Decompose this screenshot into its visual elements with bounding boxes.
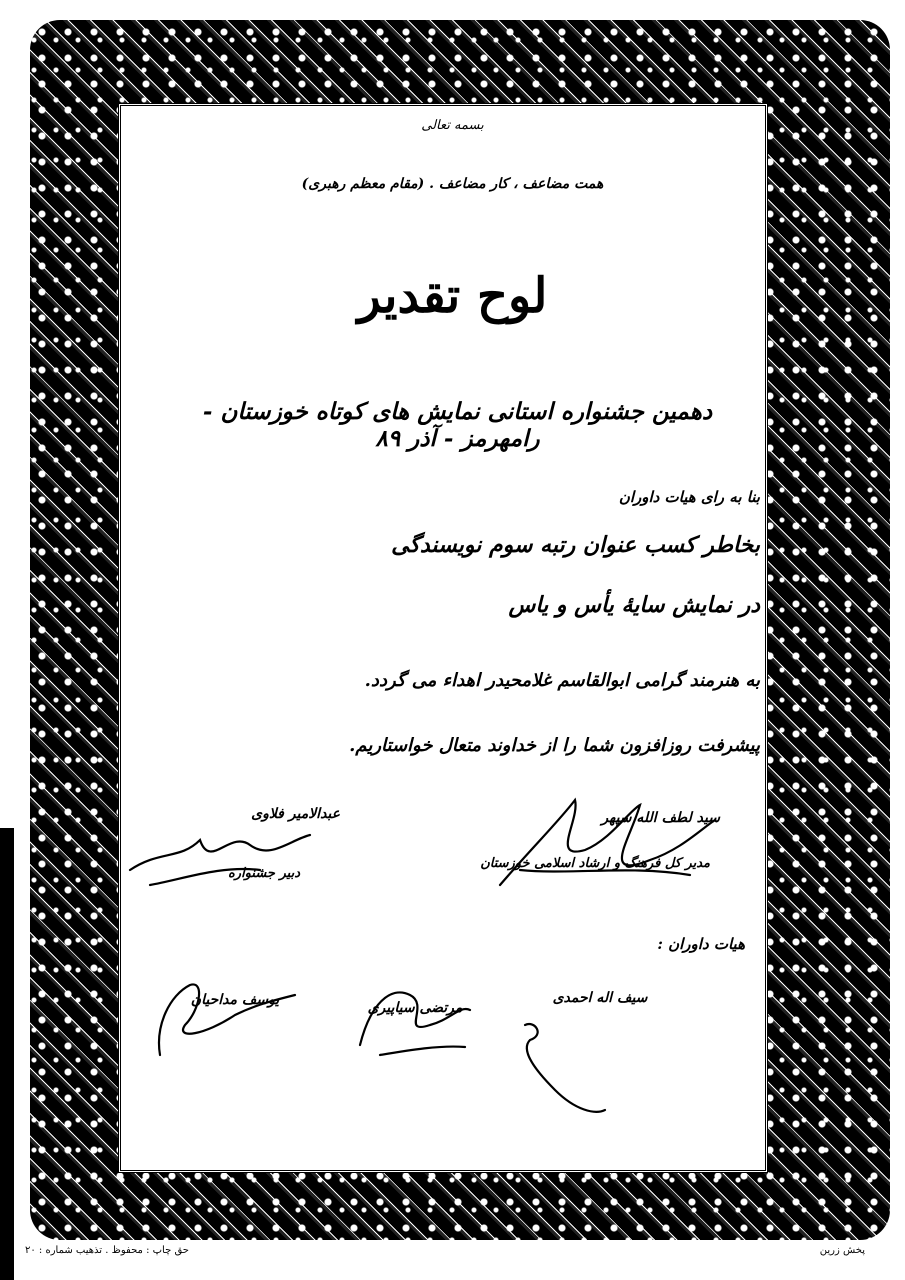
body-line-play: در نمایش سایهٔ یأس و یاس (508, 592, 760, 618)
secretary-signature (120, 810, 320, 900)
body-line-recipient: به هنرمند گرامی ابوالقاسم غلامحیدر اهداء می گردد. (364, 670, 760, 691)
body-line-wish: پیشرفت روزافزون شما را از خداوند متعال خواستاریم. (349, 735, 760, 756)
footer-copyright: حق چاپ : محفوظ . تذهیب شماره : ۲۰ (25, 1245, 189, 1256)
jury-signature-1 (505, 1010, 615, 1120)
director-name: سید لطف الله سپهر (601, 810, 720, 826)
director-signature (490, 790, 720, 900)
secretary-role: دبیر جشنواره (227, 866, 300, 881)
secretary-name: عبدالامیر فلاوی (251, 806, 340, 822)
jury-member-1: سیف اله احمدی (552, 990, 648, 1006)
jury-label: هیات داوران : (657, 935, 745, 953)
footer-publisher: پخش زرین (819, 1245, 865, 1256)
festival-line: دهمین جشنواره استانی نمایش های کوتاه خوزستان - رامهرمز - آذر ۸۹ (202, 398, 713, 452)
body-line-jury-decision: بنا به رای هیات داوران (618, 488, 760, 506)
scan-edge-shadow (0, 828, 14, 1280)
jury-signature-3 (145, 965, 305, 1065)
besmellah-heading: بسمه تعالی (421, 118, 484, 133)
certificate-title: لوح تقدیر (357, 268, 548, 324)
jury-member-2: مرتضی سیاپیری (367, 1000, 463, 1016)
motto: همت مضاعف ، کار مضاعف . (مقام معظم رهبری) (301, 176, 604, 192)
director-role: مدیر کل فرهنگ و ارشاد اسلامی خوزستان (480, 856, 710, 871)
jury-member-3: یوسف مداحیان (190, 992, 280, 1008)
body-line-rank: بخاطر کسب عنوان رتبه سوم نویسندگی (391, 532, 760, 558)
